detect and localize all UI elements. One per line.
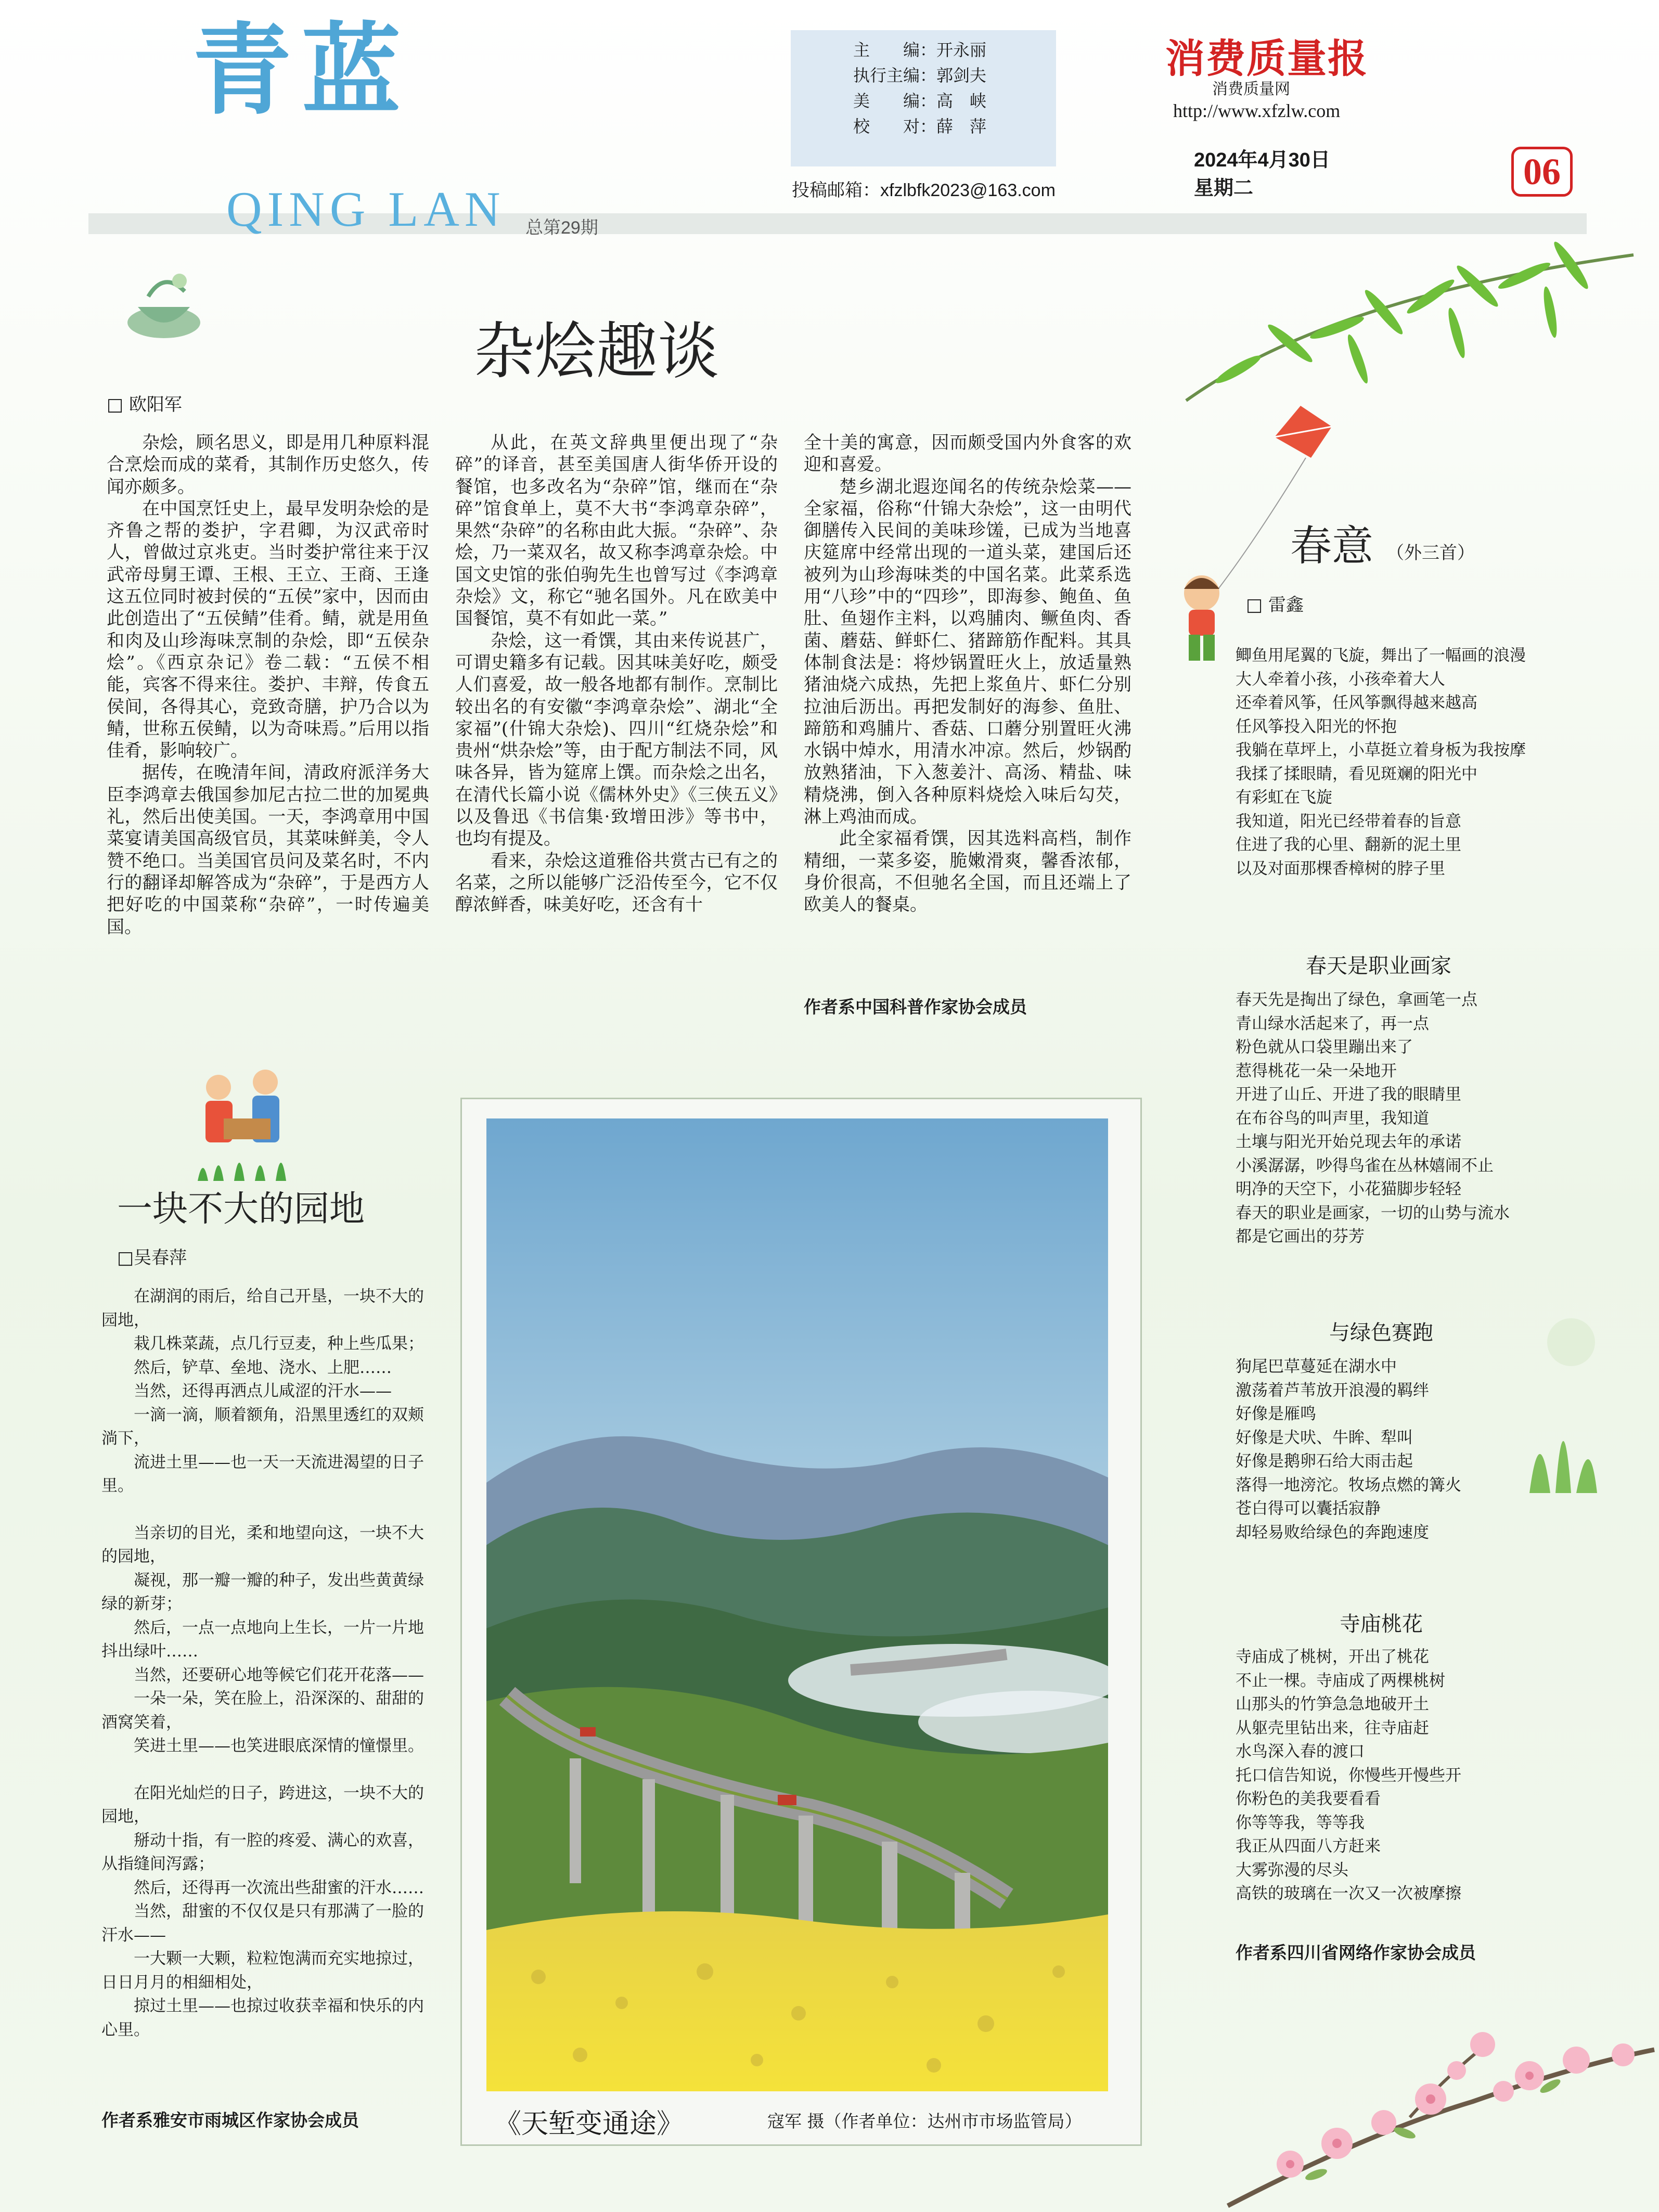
issue-number: 总第29期 xyxy=(525,218,598,238)
paper-web-name: 消费质量网 xyxy=(1212,80,1290,98)
photo-caption: 《天堑变通途》 xyxy=(494,2108,684,2140)
masthead-pinyin: QING LAN xyxy=(226,182,506,237)
article-byline: □ 欧阳军 xyxy=(107,394,182,415)
poem-line: 你等等我，等等我 xyxy=(1236,1813,1365,1832)
editor-row xyxy=(791,114,1056,139)
tea-cup-icon xyxy=(117,260,211,349)
poem-line: 好像是雁鸣 xyxy=(1236,1405,1316,1423)
poem-line: 山那头的竹笋急急地破开土 xyxy=(1236,1695,1429,1714)
paper-logo: 消费质量报 xyxy=(1165,35,1368,82)
poem-line: 都是它画出的芬芳 xyxy=(1236,1227,1365,1246)
poem-line: 激荡着芦苇放开浪漫的羁绊 xyxy=(1236,1381,1429,1400)
author-note: 作者系四川省网络作家协会成员 xyxy=(1236,1943,1476,1963)
editor-name: 高 峡 xyxy=(936,92,987,110)
grass-icon xyxy=(1498,1311,1623,1498)
publication-weekday: 星期二 xyxy=(1194,177,1254,199)
poem-line: 粉色就从口袋里蹦出来了 xyxy=(1236,1038,1413,1057)
poem-line: 小溪潺潺，吵得鸟雀在丛林嬉闹不止 xyxy=(1236,1156,1494,1175)
highway-landscape-image xyxy=(486,1118,1108,2091)
publication-date: 2024年4月30日 xyxy=(1194,149,1330,171)
verse-line: 当亲切的目光，柔和地望向这，一块不大的园地， xyxy=(101,1523,424,1566)
verse-line: 一滴一滴，顺着额角，沿黑里透红的双颊淌下， xyxy=(101,1405,424,1448)
poem-line: 从躯壳里钻出来，往寺庙赶 xyxy=(1236,1718,1429,1738)
page-number-badge: 06 xyxy=(1511,147,1573,197)
verse-line: 一朵一朵，笑在脸上，沿深深的、甜甜的酒窝笑着， xyxy=(101,1689,424,1732)
verse-line: 在湖润的雨后，给自己开垦，一块不大的园地， xyxy=(101,1287,424,1330)
poem-line: 在布谷鸟的叫声里，我知道 xyxy=(1236,1109,1429,1128)
poem-line: 大雾弥漫的尽头 xyxy=(1236,1860,1348,1880)
poem-line: 鲫鱼用尾翼的飞旋，舞出了一幅画的浪漫 xyxy=(1236,646,1526,665)
verse-line: 栽几株菜蔬，点几行豆麦，种上些瓜果； xyxy=(134,1334,424,1353)
paragraph: 此全家福肴馔，因其选料高档，制作精细，一菜多姿，脆嫩滑爽，馨香浓郁，身价很高，不但驰名全国，而且还端上了欧美人的餐桌。 xyxy=(804,828,1131,916)
poem-body xyxy=(1236,644,1526,881)
poem-line: 有彩虹在飞旋 xyxy=(1236,788,1332,807)
poem-line: 我揉了揉眼睛，看见斑斓的阳光中 xyxy=(1236,764,1477,783)
article-title: 春意 xyxy=(1290,522,1373,570)
poem-line: 任风筝投入阳光的怀抱 xyxy=(1236,717,1397,736)
verse-line: 然后，还得再一次流出些甜蜜的汗水…… xyxy=(134,1878,424,1897)
submission-email[interactable]: 投稿邮箱：xfzlbfk2023@163.com xyxy=(792,181,1056,200)
photo-credit: 寇军 摄（作者单位：达州市市场监管局） xyxy=(767,2111,1082,2131)
verse-line: 当然，还要研心地等候它们花开花落—— xyxy=(134,1665,424,1684)
editor-role: 美 编： xyxy=(853,92,936,110)
article-column-3 xyxy=(804,432,1131,916)
poem-line: 好像是犬吠、牛眸、犁叫 xyxy=(1236,1428,1413,1447)
verse-line: 然后，一点一点地向上生长，一片一片地抖出绿叶…… xyxy=(101,1618,424,1661)
verse-line: 一大颗一大颗，粒粒饱满而充实地掠过，日日月月的相細相处， xyxy=(101,1949,424,1992)
poem-line: 托口信告知说，你慢些开慢些开 xyxy=(1236,1766,1461,1785)
poem-line: 落得一地滂沱。牧场点燃的篝火 xyxy=(1236,1475,1461,1495)
article-byline: □ 雷鑫 xyxy=(1246,595,1304,615)
poem-line: 高铁的玻璃在一次又一次被摩擦 xyxy=(1236,1884,1461,1903)
editor-name: 郭剑夫 xyxy=(936,66,987,85)
landscape-photo xyxy=(486,1118,1108,2091)
poem-line: 春天先是掏出了绿色，拿画笔一点 xyxy=(1236,991,1477,1009)
editor-box xyxy=(791,30,1056,166)
stanza-gap xyxy=(101,1758,434,1782)
poem-line: 不止一棵。寺庙成了两棵桃树 xyxy=(1236,1671,1445,1690)
paragraph: 杂烩，顾名思义，即是用几种原料混合烹烩而成的菜肴，其制作历史悠久，传闻亦颇多。 xyxy=(107,432,429,497)
poem-body xyxy=(1236,988,1510,1249)
verse-line: 当然，甜蜜的不仅仅是只有那满了一脸的汗水—— xyxy=(101,1902,424,1945)
paragraph: 杂烩，这一肴馔，其由来传说甚广，可谓史籍多有记载。因其味美好吃，颇受人们喜爱，故一般各地都有制作。烹制比较出名的有安徽“李鸿章杂烩”、湖北“全家福”(什锦大杂烩)、四川“红烧杂烩”和贵州“烘杂烩”等，由于配方制法不同，风味各异，皆为筵席上馔。而杂烩之出名，在清代长篇小说《儒林外史》《三侠五义》以及鲁迅《书信集·致增田涉》等书中，也均有提及。 xyxy=(455,630,778,850)
article-column-1 xyxy=(107,432,429,938)
poem-line: 还牵着风筝，任风筝飘得越来越高 xyxy=(1236,693,1477,712)
paragraph: 看来，杂烩这道雅俗共赏古已有之的名菜，之所以能够广泛沿传至今，它不仅醇浓鲜香，味美好吃，还含有十 xyxy=(455,850,778,916)
verse-line: 当然，还得再洒点儿咸涩的汗水—— xyxy=(134,1382,392,1400)
poem-line: 寺庙成了桃树，开出了桃花 xyxy=(1236,1648,1429,1666)
verse-line: 在阳光灿烂的日子，跨进这，一块不大的园地， xyxy=(101,1783,424,1826)
editor-row xyxy=(791,88,1056,114)
poem-line: 却轻易败给绿色的奔跑速度 xyxy=(1236,1523,1429,1542)
poem-title: 寺庙桃花 xyxy=(1340,1612,1423,1636)
poem-line: 开进了山丘、开进了我的眼睛里 xyxy=(1236,1085,1461,1104)
paper-url-link[interactable]: http://www.xfzlw.com xyxy=(1173,100,1341,121)
verse-line: 掰动十指，有一腔的疼爱、满心的欢喜，从指缝间泻露； xyxy=(101,1831,424,1873)
poem-line: 以及对面那棵香樟树的脖子里 xyxy=(1236,859,1445,878)
paragraph: 全十美的寓意，因而颇受国内外食客的欢迎和喜爱。 xyxy=(804,432,1131,475)
stanza-gap xyxy=(101,1498,434,1522)
poem-line: 住进了我的心里、翻新的泥土里 xyxy=(1236,835,1461,854)
poem-line: 青山绿水活起来了，再一点 xyxy=(1236,1014,1429,1033)
poem-title: 春天是职业画家 xyxy=(1306,954,1451,978)
editor-row xyxy=(791,37,1056,63)
article-title: 一块不大的园地 xyxy=(117,1189,365,1230)
poem-line: 我正从四面八方赶来 xyxy=(1236,1837,1381,1856)
editor-row xyxy=(791,63,1056,88)
poem-line: 春天的职业是画家，一切的山势与流水 xyxy=(1236,1203,1510,1223)
verse-line: 凝视，那一瓣一瓣的种子，发出些黄黄绿绿的新芽； xyxy=(101,1571,424,1613)
poem-line: 明净的天空下，小花猫脚步轻轻 xyxy=(1236,1180,1461,1199)
poem-line: 好像是鹅卵石给大雨击起 xyxy=(1236,1452,1413,1471)
editor-role: 校 对： xyxy=(853,117,936,136)
editor-name: 薛 萍 xyxy=(936,117,987,136)
masthead-title: 青蓝 xyxy=(192,12,411,128)
editor-role: 主 编： xyxy=(853,41,936,59)
peach-blossom-icon xyxy=(1212,1987,1659,2212)
gardeners-icon xyxy=(182,1061,317,1186)
poem-body xyxy=(1236,1355,1461,1545)
paragraph: 楚乡湖北遐迩闻名的传统杂烩菜——全家福，俗称“什锦大杂烩”，这一由明代御膳传入民间的美味珍馐，已成为当地喜庆筵席中经常出现的一道头菜，建国后还被列为山珍海味类的中国名菜。此菜系选用“八珍”中的“四珍”，即海参、鲍鱼、鱼肚、鱼翅作主料，以鸡脯肉、鳜鱼肉、香菌、蘑菇、鲜虾仁、猪蹄筋作配料。其具体制食法是：将炒锅置旺火上，放适量熟猪油烧六成热，先把上浆鱼片、虾仁分别拉油后沥出。再把发制好的海参、鱼肚、蹄筋和鸡脯片、香菇、口蘑分别置旺火沸水锅中焯水，用清水冲凉。然后，炒锅酌放熟猪油，下入葱姜汁、高汤、精盐、味精烧沸，倒入各种原料烧烩入味后勾芡，淋上鸡油而成。 xyxy=(804,476,1131,828)
editor-name: 开永丽 xyxy=(936,41,987,59)
poem-line: 大人牵着小孩，小孩牵着大人 xyxy=(1236,670,1445,689)
poem-line: 惹得桃花一朵一朵地开 xyxy=(1236,1061,1397,1081)
poem-line: 土壤与阳光开始兑现去年的承诺 xyxy=(1236,1133,1461,1151)
poem-body xyxy=(1236,1645,1461,1906)
article-column-2 xyxy=(455,432,778,916)
article-title: 杂烩趣谈 xyxy=(473,315,719,387)
poem-line: 苍白得可以囊括寂静 xyxy=(1236,1499,1381,1518)
article-byline: □吴春萍 xyxy=(117,1248,187,1268)
verse-line: 笑进土里——也笑进眼底深情的憧憬里。 xyxy=(134,1737,424,1755)
verse-line: 然后，铲草、垒地、浇水、上肥…… xyxy=(134,1358,392,1377)
paragraph: 据传，在晚清年间，清政府派洋务大臣李鸿章去俄国参加尼古拉二世的加冕典礼，然后出使美国。一天，李鸿章用中国菜宴请美国高级官员，其菜味鲜美，令人赞不绝口。当美国官员问及菜名时，不内行的翻译却解答成为“杂碎”，于是西方人把好吃的中国菜称“杂碎”，一时传遍美国。 xyxy=(107,762,429,937)
poem-line: 你粉色的美我要看看 xyxy=(1236,1790,1381,1808)
verse-line: 流进土里——也一天一天流进渴望的日子里。 xyxy=(101,1452,424,1495)
author-note: 作者系雅安市雨城区作家协会成员 xyxy=(101,2110,359,2130)
verse-line: 掠过土里——也掠过收获幸福和快乐的内心里。 xyxy=(101,1997,424,2039)
editor-role: 执行主编： xyxy=(853,66,936,85)
poem-line: 狗尾巴草蔓延在湖水中 xyxy=(1236,1357,1397,1376)
poem-line: 我躺在草坪上，小草挺立着身板为我按摩 xyxy=(1236,741,1526,760)
article-subtitle: （外三首） xyxy=(1386,543,1475,563)
willow-branch-icon xyxy=(1176,234,1644,421)
poem-line: 水鸟深入春的渡口 xyxy=(1236,1742,1365,1761)
author-note: 作者系中国科普作家协会成员 xyxy=(804,997,1027,1017)
paragraph: 从此，在英文辞典里便出现了“杂碎”的译音，甚至美国唐人街华侨开设的餐馆，也多改名为“杂碎”馆，继而在“杂碎”馆食单上，莫不大书“李鸿章杂碎”，果然“杂碎”的名称由此大振。“杂碎”、杂烩，乃一菜双名，故又称李鸿章杂烩。中国文史馆的张伯驹先生也曾写过《李鸿章杂烩》文，称它“驰名国外。凡在欧美中国餐馆，莫不有如此一菜。” xyxy=(455,432,778,629)
article-body xyxy=(101,1285,434,2042)
poem-line: 我知道，阳光已经带着春的旨意 xyxy=(1236,812,1461,831)
paragraph: 在中国烹饪史上，最早发明杂烩的是齐鲁之帮的娄护，字君卿，为汉武帝时人，曾做过京兆吏。当时娄护常往来于汉武帝母舅王谭、王根、王立、王商、王逢这五位同时被封侯的“五侯”家中，因而由此创造出了“五侯鲭”佳肴。鲭，就是用鱼和肉及山珍海味烹制的杂烩，即“五侯杂烩”。《西京杂记》卷二载：“五侯不相能，宾客不得来往。娄护、丰辩，传食五侯间，各得其心，竞致奇膳，护乃合以为鲭，世称五侯鲭，以为奇味焉。”后用以指佳肴，影响较广。 xyxy=(107,498,429,762)
poem-title: 与绿色赛跑 xyxy=(1329,1321,1433,1345)
